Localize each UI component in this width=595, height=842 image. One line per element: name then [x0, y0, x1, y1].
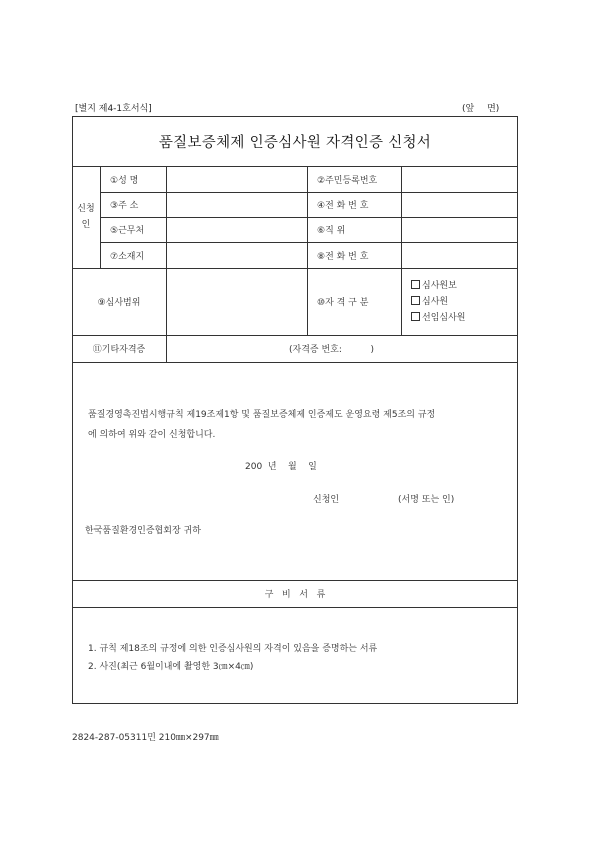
phone-field[interactable] [402, 193, 517, 216]
page-side-label: (앞 면) [462, 104, 500, 114]
form-title: 품질보증체제 인증심사원 자격인증 신청서 [158, 134, 432, 151]
workplace-label: ⑤근무처 [110, 226, 145, 236]
scope-field[interactable] [167, 269, 306, 334]
work-phone-label: ⑧전 화 번 호 [317, 251, 369, 262]
form-number: [별지 제4-1호서식] [75, 104, 152, 114]
option-assistant-auditor-label: 심사원보 [422, 280, 457, 291]
phone-label: ④전 화 번 호 [317, 201, 369, 211]
option-lead-auditor-label: 선임심사원 [422, 312, 466, 323]
divider-documents-header [72, 607, 518, 608]
applicant-group-label-line1: 신청 [77, 204, 95, 214]
qualification-class-label: ⑩자 격 구 분 [317, 298, 369, 308]
divider-group-col [100, 166, 101, 268]
statement-text [88, 405, 508, 445]
divider-other [72, 362, 518, 363]
recipient: 한국품질환경인증협회장 귀하 [85, 526, 201, 536]
other-certificate-label: ⑪기타자격증 [92, 345, 146, 355]
divider-mid-col [307, 166, 308, 335]
certificate-number-field[interactable]: (자격증 번호: ) [289, 345, 374, 355]
scope-label: ⑨심사범위 [97, 298, 141, 308]
statement-line-2: 에 의하여 위와 같이 신청합니다. [88, 430, 216, 440]
option-lead-auditor[interactable] [411, 308, 465, 324]
checkbox-icon[interactable] [411, 312, 420, 321]
applicant-group-label-line2: 인 [81, 220, 91, 230]
applicant-sign-label: 신청인 [313, 495, 340, 505]
name-field[interactable] [167, 167, 306, 191]
checkbox-icon[interactable] [411, 296, 420, 305]
address-label: ③주 소 [110, 201, 139, 211]
checkbox-icon[interactable] [411, 280, 420, 289]
location-label: ⑦소재지 [110, 251, 145, 262]
applicant-group-label [72, 166, 100, 268]
option-assistant-auditor[interactable] [411, 276, 457, 292]
location-field[interactable] [167, 243, 306, 267]
resident-number-label: ②주민등록번호 [317, 175, 378, 186]
statement-line-1: 품질경영촉진법시행규칙 제19조제1항 및 품질보증체제 인증제도 운영요령 제5조의 규정 [88, 410, 436, 420]
work-phone-field[interactable] [402, 243, 517, 267]
name-label: ①성 명 [110, 175, 139, 186]
workplace-field[interactable] [167, 218, 306, 241]
application-date: 200 년 월 일 [245, 462, 317, 472]
option-auditor[interactable] [411, 292, 448, 308]
resident-number-field[interactable] [402, 167, 517, 191]
signature-field[interactable]: (서명 또는 인) [398, 495, 455, 505]
required-documents-list [88, 640, 508, 676]
position-label: ⑥직 위 [317, 226, 346, 236]
option-auditor-label: 심사원 [422, 296, 449, 307]
form-code: 2824-287-05311민 210㎜×297㎜ [72, 733, 219, 743]
list-item: 2. 사진(최근 6월이내에 촬영한 3㎝×4㎝) [88, 662, 254, 672]
list-item: 1. 규칙 제18조의 규정에 의한 인증심사원의 자격이 있음을 증명하는 서류 [88, 644, 378, 654]
position-field[interactable] [402, 218, 517, 241]
qualification-options [411, 276, 511, 328]
address-field[interactable] [167, 193, 306, 216]
required-documents-header: 구 비 서 류 [264, 590, 326, 600]
